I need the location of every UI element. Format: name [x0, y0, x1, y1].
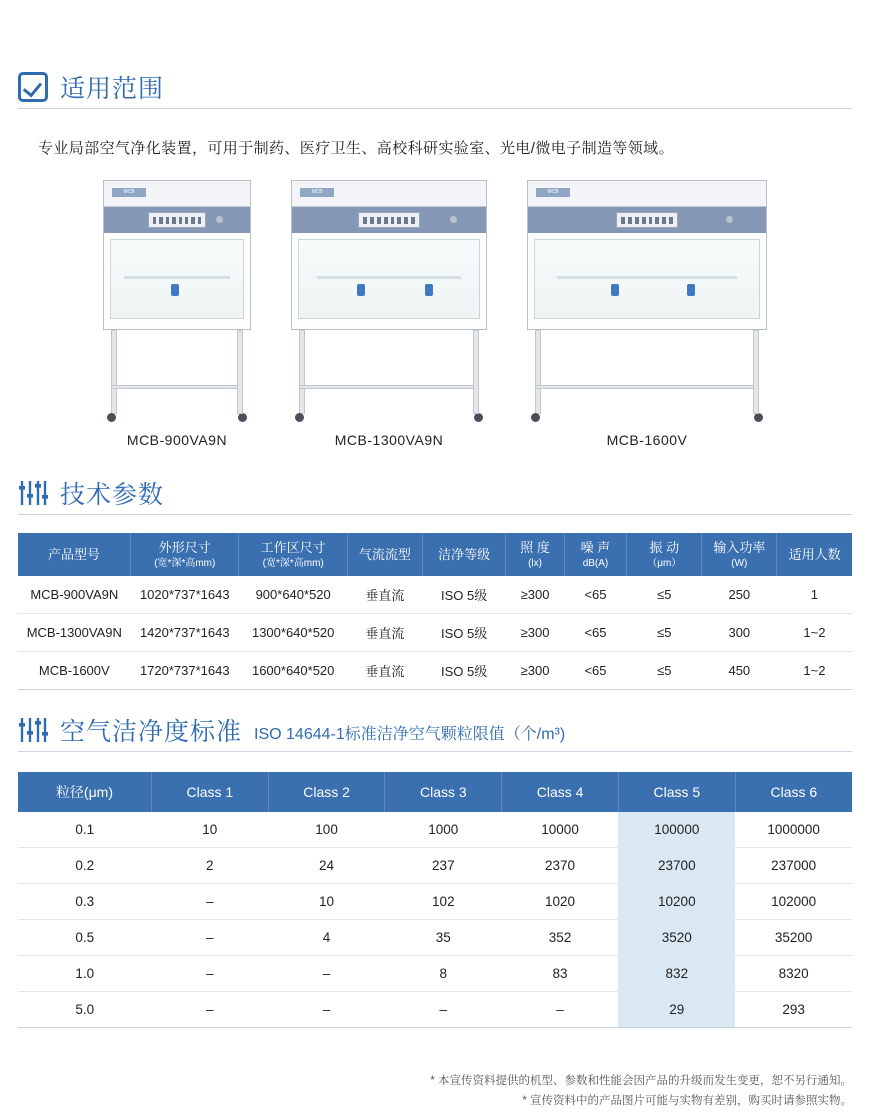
cell: –: [268, 992, 385, 1028]
cell-highlight: 3520: [618, 920, 735, 956]
product-caption: MCB-1600V: [606, 432, 688, 448]
col-class-6: Class 6: [735, 772, 852, 812]
product-item: [527, 180, 767, 448]
table-header-row: [18, 533, 852, 576]
cell: 102000: [735, 884, 852, 920]
cell: 450: [702, 652, 777, 690]
section-title: 技术参数: [60, 481, 165, 509]
table-row: [18, 812, 852, 848]
cell: 2370: [502, 848, 619, 884]
section-header: [18, 715, 852, 752]
cell: 100: [268, 812, 385, 848]
product-caption: MCB-900VA9N: [126, 432, 228, 448]
cell-highlight: 23700: [618, 848, 735, 884]
cell: 250: [702, 576, 777, 614]
cell: ≤5: [627, 576, 702, 614]
section-technical-parameters: [18, 478, 852, 690]
check-icon: [18, 72, 48, 102]
cell: 1~2: [777, 614, 852, 652]
cell-highlight: 832: [618, 956, 735, 992]
col-noise: 噪 声 dB(A): [564, 533, 627, 576]
product-item: [103, 180, 251, 448]
cell: 1.0: [18, 956, 151, 992]
intro-paragraph: 专业局部空气净化装置，可用于制药、医疗卫生、高校科研实验室、光电/微电子制造等领域。: [38, 140, 674, 157]
cell: <65: [564, 576, 627, 614]
cell: –: [502, 992, 619, 1028]
cell: –: [151, 956, 268, 992]
section-subtitle: ISO 14644-1标准洁净空气颗粒限值（个/m³): [254, 726, 566, 743]
cell: ≤5: [627, 652, 702, 690]
cell: ≥300: [506, 614, 564, 652]
col-class-4: Class 4: [502, 772, 619, 812]
cell: ISO 5级: [422, 652, 505, 690]
cell: 1020*737*1643: [131, 576, 239, 614]
section-title: 空气洁净度标准: [60, 718, 243, 746]
cell: 0.2: [18, 848, 151, 884]
table-row: [18, 956, 852, 992]
cell: 1: [777, 576, 852, 614]
col-persons: 适用人数: [777, 533, 852, 576]
cell: 4: [268, 920, 385, 956]
cell: 1300*640*520: [239, 614, 347, 652]
cell: 垂直流: [347, 576, 422, 614]
cell: 1720*737*1643: [131, 652, 239, 690]
table-row: [18, 920, 852, 956]
cell: 垂直流: [347, 652, 422, 690]
col-airflow: 气流流型: [347, 533, 422, 576]
table-row: [18, 992, 852, 1028]
cell: ≥300: [506, 576, 564, 614]
cell: 1420*737*1643: [131, 614, 239, 652]
cabinet-illustration-1600: MCB: [527, 180, 767, 422]
section-header: [18, 72, 852, 109]
cell: 10: [151, 812, 268, 848]
cabinet-illustration-900: MCB: [103, 180, 251, 422]
cell: 352: [502, 920, 619, 956]
col-class-1: Class 1: [151, 772, 268, 812]
cell: MCB-900VA9N: [18, 576, 131, 614]
cell: ≤5: [627, 614, 702, 652]
col-class-5: Class 5: [618, 772, 735, 812]
cell: 35: [385, 920, 502, 956]
cell: 237: [385, 848, 502, 884]
cell: 237000: [735, 848, 852, 884]
cell: 1000: [385, 812, 502, 848]
cell: MCB-1600V: [18, 652, 131, 690]
cell: 10000: [502, 812, 619, 848]
section-title: 适用范围: [60, 75, 165, 103]
col-model: 产品型号: [18, 533, 131, 576]
cell: 2: [151, 848, 268, 884]
footnotes: [430, 1072, 852, 1111]
product-item: [291, 180, 487, 448]
cell: MCB-1300VA9N: [18, 614, 131, 652]
cell: –: [151, 884, 268, 920]
product-image-row: [18, 180, 852, 448]
col-class-3: Class 3: [385, 772, 502, 812]
cell-highlight: 100000: [618, 812, 735, 848]
cell: 10: [268, 884, 385, 920]
cell: 5.0: [18, 992, 151, 1028]
table-row: [18, 576, 852, 614]
cell: <65: [564, 652, 627, 690]
cell: –: [151, 992, 268, 1028]
table-row: [18, 848, 852, 884]
footnote-line: * 本宣传资料提供的机型、参数和性能会因产品的升级而发生变更，恕不另行通知。: [430, 1075, 852, 1087]
col-work-size: 工作区尺寸 (宽*深*高mm): [239, 533, 347, 576]
cell: <65: [564, 614, 627, 652]
cell: 293: [735, 992, 852, 1028]
cell: 1600*640*520: [239, 652, 347, 690]
table-header-row: [18, 772, 852, 812]
col-cleanliness: 洁净等级: [422, 533, 505, 576]
cell: –: [268, 956, 385, 992]
cell: 24: [268, 848, 385, 884]
cabinet-illustration-1300: MCB: [291, 180, 487, 422]
cell: –: [151, 920, 268, 956]
table-row: [18, 614, 852, 652]
cell: 垂直流: [347, 614, 422, 652]
cell: 300: [702, 614, 777, 652]
sliders-icon: [18, 478, 48, 508]
cell: ISO 5级: [422, 614, 505, 652]
cell: 1000000: [735, 812, 852, 848]
product-caption: MCB-1300VA9N: [334, 432, 444, 448]
cell: 8: [385, 956, 502, 992]
section-applicable-scope: [18, 72, 852, 448]
cell: 1~2: [777, 652, 852, 690]
cell: 102: [385, 884, 502, 920]
col-vibration: 振 动 （μm）: [627, 533, 702, 576]
cleanliness-standard-table: [18, 772, 852, 1028]
cell-highlight: 29: [618, 992, 735, 1028]
footnote-line: * 宣传资料中的产品图片可能与实物有差别，购买时请参照实物。: [522, 1094, 852, 1107]
section-air-cleanliness-standard: [18, 715, 852, 1028]
cell: ≥300: [506, 652, 564, 690]
cell: 83: [502, 956, 619, 992]
cell: 0.5: [18, 920, 151, 956]
sliders-icon: [18, 715, 48, 745]
section-header: [18, 478, 852, 515]
col-particle-size: 粒径(μm): [18, 772, 151, 812]
cell-highlight: 10200: [618, 884, 735, 920]
col-illumination: 照 度 (lx): [506, 533, 564, 576]
cell: –: [385, 992, 502, 1028]
cell: 1020: [502, 884, 619, 920]
cell: 0.1: [18, 812, 151, 848]
col-power: 输入功率 (W): [702, 533, 777, 576]
col-outer-size: 外形尺寸 (宽*深*高mm): [131, 533, 239, 576]
cell: 35200: [735, 920, 852, 956]
cell: ISO 5级: [422, 576, 505, 614]
cell: 0.3: [18, 884, 151, 920]
table-row: [18, 652, 852, 690]
cell: 900*640*520: [239, 576, 347, 614]
technical-parameters-table: [18, 533, 852, 690]
col-class-2: Class 2: [268, 772, 385, 812]
cell: 8320: [735, 956, 852, 992]
table-row: [18, 884, 852, 920]
